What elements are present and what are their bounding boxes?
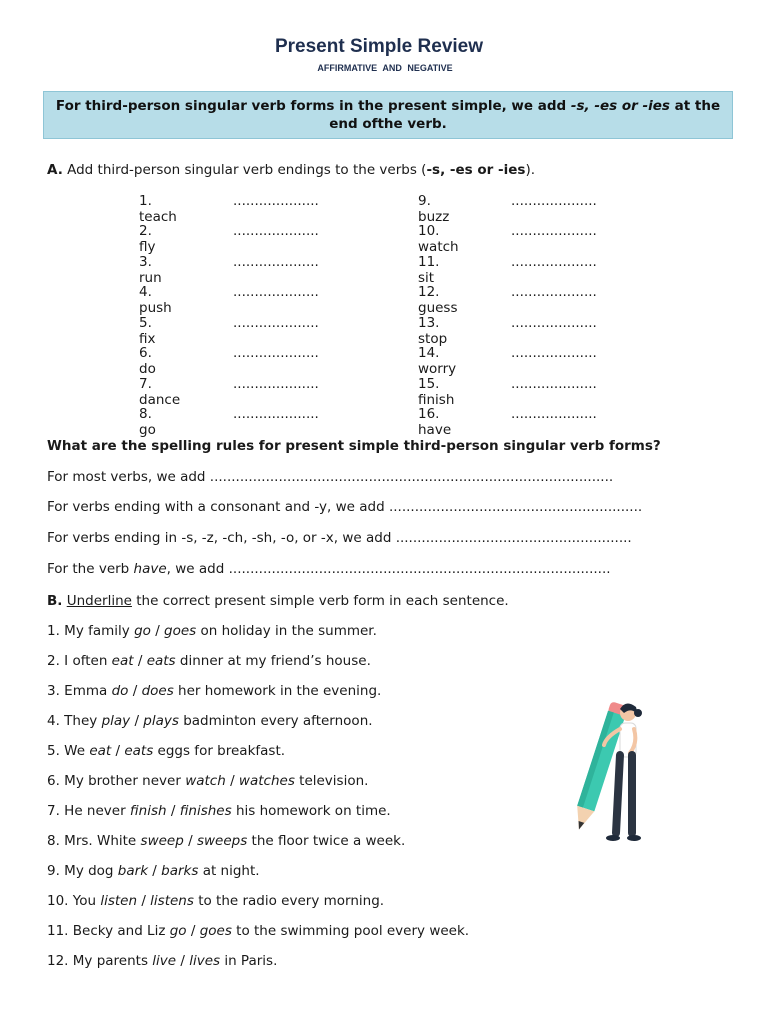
section-a-text-after: ). — [525, 162, 536, 178]
sentence-text: 4. They — [47, 713, 102, 729]
sentence — [47, 893, 384, 909]
option-separator: / — [128, 683, 142, 699]
verb-item: 10. watch — [418, 223, 459, 255]
sentence-text: to the swimming pool every week. — [231, 923, 470, 939]
verb-option[interactable]: play — [101, 713, 131, 729]
spelling-rule — [47, 499, 642, 515]
option-separator: / — [166, 803, 180, 819]
sentence-text: to the radio every morning. — [193, 893, 385, 909]
answer-blank[interactable]: .................... — [511, 406, 597, 422]
answer-blank[interactable]: .................... — [233, 345, 319, 361]
verb-option[interactable]: eats — [124, 743, 154, 759]
verb-option[interactable]: finish — [129, 803, 167, 819]
verb-option[interactable]: watches — [238, 773, 295, 789]
verb-item: 15. finish — [418, 376, 455, 408]
sentence — [47, 953, 277, 969]
answer-blank[interactable]: .................... — [233, 254, 319, 270]
answer-blank[interactable]: .................... — [511, 254, 597, 270]
sentence-text: 2. I often — [47, 653, 112, 669]
section-a-label: A. — [47, 162, 63, 178]
section-b-instruction — [47, 593, 509, 609]
spelling-rule — [47, 469, 613, 485]
section-b-text: the correct present simple verb form in each sentence. — [131, 593, 509, 609]
rule-text-after: at the end ofthe verb. — [329, 98, 721, 132]
option-separator: / — [137, 893, 151, 909]
verb-item: 16. have — [418, 406, 452, 438]
sentence — [47, 923, 469, 939]
verb-option[interactable]: finishes — [179, 803, 232, 819]
option-separator: / — [150, 623, 165, 639]
sentence-text: 1. My family — [47, 623, 135, 639]
sentence-text: eggs for breakfast. — [153, 743, 286, 759]
spelling-rule-blank[interactable]: ....................................................... — [395, 530, 632, 546]
answer-blank[interactable]: .................... — [511, 193, 597, 209]
option-separator: / — [183, 833, 197, 849]
answer-blank[interactable]: .................... — [233, 406, 319, 422]
sentence-text: in Paris. — [220, 953, 278, 969]
option-separator: / — [225, 773, 239, 789]
spelling-question: What are the spelling rules for present simple third-person singular verb forms? — [47, 438, 661, 454]
worksheet-title: Present Simple Review — [274, 36, 484, 57]
answer-blank[interactable]: .................... — [233, 376, 319, 392]
spelling-rule-blank[interactable]: .............................................................................................. — [209, 469, 614, 485]
sentence — [47, 833, 405, 849]
option-separator: / — [176, 953, 190, 969]
section-a-instruction — [47, 162, 535, 178]
verb-option[interactable]: listen — [100, 893, 138, 909]
answer-blank[interactable]: .................... — [233, 315, 319, 331]
verb-item: 8. go — [139, 406, 156, 438]
verb-item: 11. sit — [418, 254, 440, 286]
section-a-endings: -s, -es or -ies — [426, 162, 526, 178]
spelling-rule-blank[interactable]: ......................................................................................... — [228, 561, 611, 577]
sentence — [47, 773, 368, 789]
verb-option[interactable]: sweeps — [196, 833, 248, 849]
sentence-text: her homework in the evening. — [173, 683, 382, 699]
sentence — [47, 653, 371, 669]
verb-item: 13. stop — [418, 315, 448, 347]
sentence — [47, 623, 377, 639]
sentence-text: at night. — [198, 863, 260, 879]
verb-option[interactable]: watch — [185, 773, 226, 789]
verb-item: 3. run — [139, 254, 162, 286]
verb-option[interactable]: plays — [143, 713, 179, 729]
sentence-text: 7. He never — [47, 803, 130, 819]
sentence-text: 10. You — [47, 893, 101, 909]
option-separator: / — [111, 743, 125, 759]
sentence-text: 5. We — [47, 743, 90, 759]
verb-item: 2. fly — [139, 223, 156, 255]
verb-item: 5. fix — [139, 315, 156, 347]
spelling-rule-text: For verbs ending with a consonant and -y, we add — [47, 499, 389, 515]
sentence-text: 12. My parents — [47, 953, 153, 969]
verb-option[interactable]: goes — [199, 923, 232, 939]
verb-option[interactable]: do — [111, 683, 129, 699]
sentence-text: 9. My dog — [47, 863, 118, 879]
verb-option[interactable]: eat — [111, 653, 134, 669]
spelling-rule-verb: have — [133, 561, 167, 577]
sentence-text: his homework on time. — [231, 803, 391, 819]
option-separator: / — [186, 923, 200, 939]
rule-box — [43, 91, 733, 139]
sentence-text: badminton every afternoon. — [178, 713, 373, 729]
option-separator: / — [130, 713, 144, 729]
sentence-text: television. — [294, 773, 369, 789]
verb-item: 6. do — [139, 345, 156, 377]
answer-blank[interactable]: .................... — [511, 376, 597, 392]
sentence — [47, 743, 285, 759]
answer-blank[interactable]: .................... — [511, 284, 597, 300]
answer-blank[interactable]: .................... — [511, 345, 597, 361]
verb-option[interactable]: goes — [164, 623, 197, 639]
verb-option[interactable]: listens — [150, 893, 194, 909]
verb-option[interactable]: sweep — [140, 833, 184, 849]
sentence-text: 3. Emma — [47, 683, 112, 699]
rule-endings: -s, -es or -ies — [570, 98, 670, 114]
answer-blank[interactable]: .................... — [233, 193, 319, 209]
sentence-text: 8. Mrs. White — [47, 833, 141, 849]
verb-item: 12. guess — [418, 284, 458, 316]
section-a-text-before: Add third-person singular verb endings to the verbs ( — [62, 162, 427, 178]
sentence-text: on holiday in the summer. — [196, 623, 377, 639]
verb-option[interactable]: does — [141, 683, 174, 699]
spelling-rule-text: For verbs ending in -s, -z, -ch, -sh, -o, or -x, we add — [47, 530, 396, 546]
spelling-rule-text: For the verb — [47, 561, 134, 577]
rule-text-before: For third-person singular verb forms in the present simple, we add — [55, 98, 571, 114]
answer-blank[interactable]: .................... — [511, 315, 597, 331]
worksheet-subtitle: AFFIRMATIVE AND NEGATIVE — [317, 63, 453, 73]
option-separator: / — [133, 653, 147, 669]
verb-item: 9. buzz — [418, 193, 450, 225]
verb-option[interactable]: go — [169, 923, 187, 939]
sentence — [47, 713, 373, 729]
spelling-rule-text: , we add — [166, 561, 229, 577]
sentence — [47, 803, 391, 819]
verb-option[interactable]: lives — [189, 953, 221, 969]
girl-with-pencil-illustration — [560, 693, 650, 843]
underline-word: Underline — [66, 593, 132, 609]
verb-option[interactable]: bark — [117, 863, 149, 879]
verb-item: 14. worry — [418, 345, 457, 377]
answer-blank[interactable]: .................... — [511, 223, 597, 239]
spelling-rule-text: For most verbs, we add — [47, 469, 210, 485]
verb-item: 1. teach — [139, 193, 177, 225]
answer-blank[interactable]: .................... — [233, 223, 319, 239]
spelling-rule-blank[interactable]: ........................................................... — [388, 499, 643, 515]
spelling-rule — [47, 561, 611, 577]
verb-option[interactable]: go — [134, 623, 151, 639]
spelling-rule — [47, 530, 632, 546]
verb-item: 4. push — [139, 284, 172, 316]
option-separator: / — [148, 863, 162, 879]
verb-option[interactable]: eat — [89, 743, 112, 759]
verb-option[interactable]: barks — [161, 863, 199, 879]
sentence — [47, 683, 381, 699]
sentence-text: 6. My brother never — [47, 773, 186, 789]
sentence-text: dinner at my friend’s house. — [175, 653, 371, 669]
section-b-label: B. — [47, 593, 63, 609]
sentence — [47, 863, 260, 879]
answer-blank[interactable]: .................... — [233, 284, 319, 300]
verb-option[interactable]: live — [152, 953, 177, 969]
sentence-text: the floor twice a week. — [247, 833, 406, 849]
verb-option[interactable]: eats — [146, 653, 176, 669]
sentence-text: 11. Becky and Liz — [47, 923, 170, 939]
verb-item: 7. dance — [139, 376, 181, 408]
